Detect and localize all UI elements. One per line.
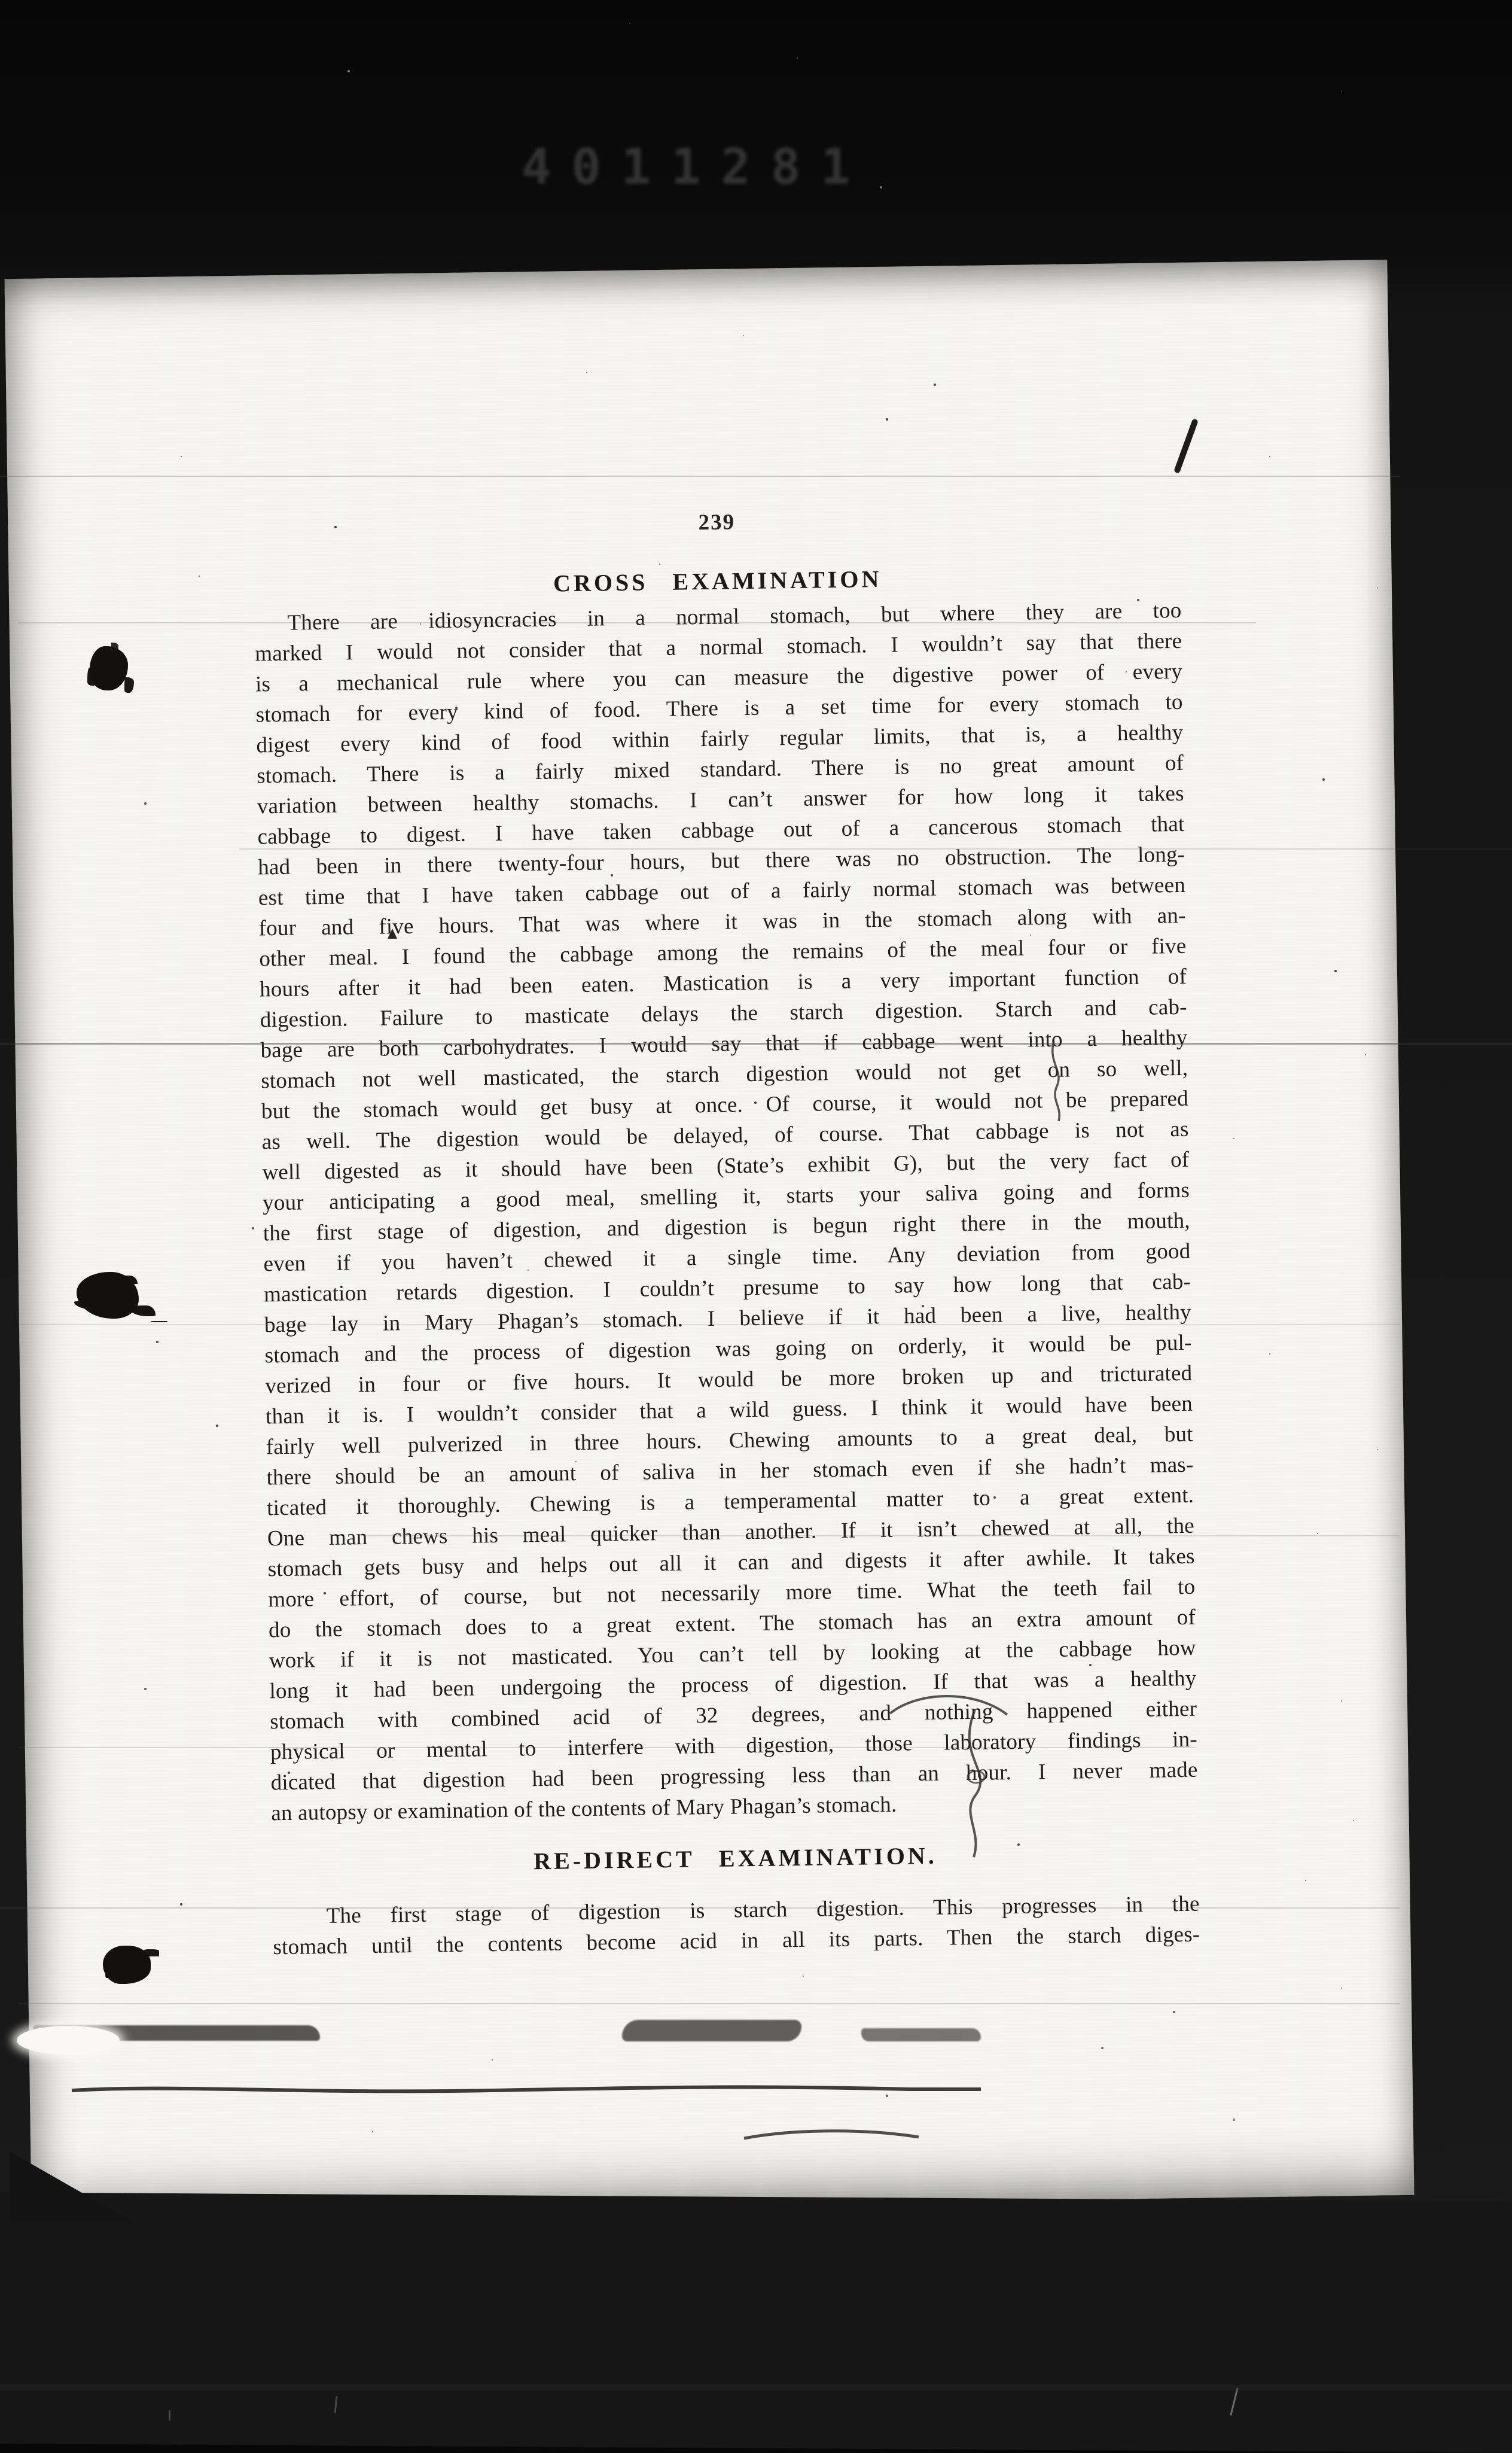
cross-examination-heading: CROSS EXAMINATION [553, 565, 882, 597]
text-line: stomach gets busy and helps out all it can and digests it after awhile. It takes [267, 1544, 1195, 1582]
text-line: more effort, of course, but not necessarily more time. What the teeth fail to [268, 1574, 1196, 1612]
text-line: long it had been undergoing the process of digestion. If that was a healthy [269, 1666, 1197, 1704]
text-line: dicated that digestion had been progressing less than an hour. I never made [270, 1757, 1198, 1795]
text-line: than it is. I wouldn’t consider that a wild guess. I think it would have been [265, 1391, 1193, 1429]
text-line: had been in there twenty-four hours, but there was no obstruction. The long- [258, 842, 1185, 880]
text-line: The first stage of digestion is starch digestion. This progresses in the [326, 1891, 1200, 1929]
film-bottom-band [0, 2192, 1512, 2453]
film-scratch [169, 2410, 170, 2421]
text-line: the first stage of digestion, and digestion is begun right there in the mouth, [263, 1208, 1190, 1246]
text-line: fairly well pulverized in three hours. Chewing amounts to a great deal, but [266, 1422, 1193, 1460]
text-line: well digested as it should have been (State’s exhibit G), but the very fact of [262, 1147, 1190, 1185]
text-line: but the stomach would get busy at once. Of course, it would not be prepared [261, 1086, 1189, 1124]
text-line: there should be an amount of saliva in her stomach even if she hadn’t mas- [266, 1452, 1194, 1490]
text-line: marked I would not consider that a normal stomach. I wouldn’t say that there [255, 628, 1182, 666]
text-line: stomach. There is a fairly mixed standard. There is no great amount of [256, 750, 1184, 789]
film-streak [0, 2385, 1512, 2391]
text-line: stomach for every kind of food. There is a set time for every stomach to [255, 689, 1183, 728]
text-line: an autopsy or examination of the contents of Mary Phagan’s stomach. [271, 1792, 897, 1826]
paper-speckles [0, 0, 1, 1]
text-line: work if it is not masticated. You can’t tell by looking at the cabbage how [269, 1635, 1196, 1673]
text-line: do the stomach does to a great extent. The stomach has an extra amount of [268, 1605, 1196, 1643]
text-line: One man chews his meal quicker than another. If it isn’t chewed at all, the [267, 1513, 1195, 1551]
text-line: stomach until the contents become acid in all its parts. Then the starch diges- [273, 1922, 1200, 1960]
text-line: bage are both carbohydrates. I would say that if cabbage went into a healthy [260, 1025, 1188, 1063]
text-line: even if you haven’t chewed it a single time. Any deviation from good [263, 1238, 1191, 1277]
document-page [5, 260, 1415, 2214]
frame-number-stamp: 4011281 [522, 139, 871, 196]
text-line: mastication retards digestion. I couldn’t presume to say how long that cab- [263, 1269, 1191, 1307]
text-line: verized in four or five hours. It would be more broken up and tricturated [265, 1361, 1193, 1399]
text-line: hours after it had been eaten. Mastication is a very important function of [259, 964, 1187, 1002]
text-line: other meal. I found the cabbage among the remains of the meal four or five [259, 933, 1187, 972]
redirect-examination-heading: RE-DIRECT EXAMINATION. [533, 1842, 938, 1875]
text-line: ticated it thoroughly. Chewing is a temperamental matter to a great extent. [266, 1483, 1194, 1521]
text-line: as well. The digestion would be delayed, of course. That cabbage is not as [261, 1116, 1189, 1155]
text-line: cabbage to digest. I have taken cabbage out of a cancerous stomach that [257, 811, 1185, 850]
text-line: digestion. Failure to masticate delays the starch digestion. Starch and cab- [260, 994, 1187, 1033]
text-line: physical or mental to interfere with digestion, those laboratory findings in- [270, 1727, 1198, 1765]
text-line: There are idiosyncracies in a normal stomach, but where they are too [287, 598, 1182, 635]
redirect-examination-paragraph [272, 1889, 1200, 1963]
text-line: your anticipating a good meal, smelling it, starts your saliva going and forms [262, 1177, 1190, 1216]
text-line: variation between healthy stomachs. I can’t answer for how long it takes [257, 781, 1185, 819]
film-speckles [0, 0, 1, 1]
cross-examination-paragraph [254, 595, 1198, 1828]
text-line: bage lay in Mary Phagan’s stomach. I believe if it had been a live, healthy [264, 1299, 1192, 1338]
text-line: digest every kind of food within fairly regular limits, that is, a healthy [256, 720, 1184, 758]
text-line: stomach not well masticated, the starch digestion would not get on so well, [261, 1055, 1188, 1094]
text-line: est time that I have taken cabbage out of a fairly normal stomach was between [258, 872, 1186, 911]
text-line: is a mechanical rule where you can measure the digestive power of every [255, 659, 1183, 697]
text-line: stomach with combined acid of 32 degrees, and nothing happened either [269, 1696, 1197, 1734]
text-line: four and five hours. That was where it was in the stomach along with an- [258, 903, 1186, 941]
page-number: 239 [698, 510, 736, 535]
text-line: stomach and the process of digestion was going on orderly, it would be pul- [264, 1330, 1192, 1368]
